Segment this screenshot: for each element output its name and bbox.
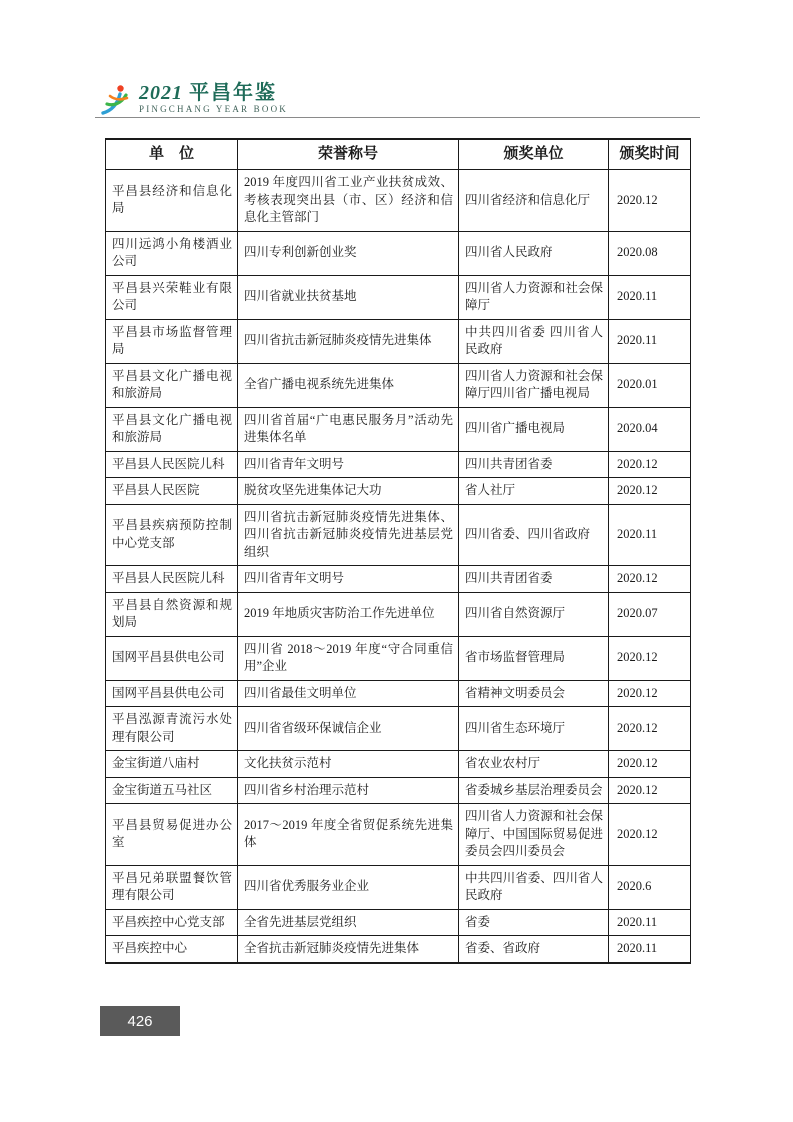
cell-unit: 金宝街道五马社区 <box>106 777 238 804</box>
cell-honor-title: 全省先进基层党组织 <box>238 909 459 936</box>
cell-award-date: 2020.6 <box>609 865 691 909</box>
cell-unit: 平昌县人民医院儿科 <box>106 566 238 593</box>
cell-awarding-unit: 四川省人力资源和社会保障厅四川省广播电视局 <box>459 363 609 407</box>
cell-award-date: 2020.01 <box>609 363 691 407</box>
cell-awarding-unit: 四川共青团省委 <box>459 451 609 478</box>
header-cell: 单 位 <box>106 139 238 170</box>
cell-award-date: 2020.11 <box>609 936 691 963</box>
cell-award-date: 2020.12 <box>609 636 691 680</box>
page-number-badge <box>100 1006 180 1036</box>
cell-award-date: 2020.11 <box>609 275 691 319</box>
cell-unit: 平昌县疾病预防控制中心党支部 <box>106 504 238 566</box>
cell-awarding-unit: 省精神文明委员会 <box>459 680 609 707</box>
cell-honor-title: 四川省优秀服务业企业 <box>238 865 459 909</box>
cell-award-date: 2020.12 <box>609 478 691 505</box>
cell-award-date: 2020.12 <box>609 751 691 778</box>
table-row <box>106 592 691 636</box>
cell-awarding-unit: 中共四川省委 四川省人民政府 <box>459 319 609 363</box>
cell-awarding-unit: 四川省广播电视局 <box>459 407 609 451</box>
cell-honor-title: 2019 年地质灾害防治工作先进单位 <box>238 592 459 636</box>
table-row <box>106 680 691 707</box>
cell-awarding-unit: 四川省生态环境厅 <box>459 707 609 751</box>
table-body <box>106 170 691 963</box>
cell-honor-title: 四川省青年文明号 <box>238 451 459 478</box>
cell-honor-title: 脱贫攻坚先进集体记大功 <box>238 478 459 505</box>
brand-subtitle: PINGCHANG YEAR BOOK <box>139 104 288 114</box>
cell-unit: 平昌县文化广播电视和旅游局 <box>106 363 238 407</box>
cell-awarding-unit: 四川省人力资源和社会保障厅 <box>459 275 609 319</box>
cell-award-date: 2020.12 <box>609 804 691 866</box>
cell-award-date: 2020.08 <box>609 231 691 275</box>
cell-unit: 平昌县人民医院儿科 <box>106 451 238 478</box>
cell-award-date: 2020.11 <box>609 504 691 566</box>
cell-unit: 平昌县人民医院 <box>106 478 238 505</box>
cell-award-date: 2020.12 <box>609 777 691 804</box>
table-header-row <box>106 139 691 170</box>
cell-unit: 国网平昌县供电公司 <box>106 680 238 707</box>
cell-awarding-unit: 省人社厅 <box>459 478 609 505</box>
cell-honor-title: 四川省就业扶贫基地 <box>238 275 459 319</box>
table-row <box>106 751 691 778</box>
cell-honor-title: 四川省抗击新冠肺炎疫情先进集体、四川省抗击新冠肺炎疫情先进基层党组织 <box>238 504 459 566</box>
table-row <box>106 909 691 936</box>
cell-awarding-unit: 四川共青团省委 <box>459 566 609 593</box>
cell-honor-title: 四川专利创新创业奖 <box>238 231 459 275</box>
table-row <box>106 865 691 909</box>
yearbook-logo-icon <box>97 82 133 118</box>
cell-award-date: 2020.07 <box>609 592 691 636</box>
table-row <box>106 777 691 804</box>
cell-unit: 国网平昌县供电公司 <box>106 636 238 680</box>
cell-awarding-unit: 省委城乡基层治理委员会 <box>459 777 609 804</box>
cell-unit: 平昌县兴荣鞋业有限公司 <box>106 275 238 319</box>
cell-award-date: 2020.04 <box>609 407 691 451</box>
table-row <box>106 231 691 275</box>
cell-honor-title: 四川省青年文明号 <box>238 566 459 593</box>
cell-awarding-unit: 四川省人力资源和社会保障厅、中国国际贸易促进委员会四川委员会 <box>459 804 609 866</box>
cell-unit: 平昌县经济和信息化局 <box>106 170 238 232</box>
brand-title <box>139 82 288 104</box>
cell-award-date: 2020.12 <box>609 451 691 478</box>
cell-honor-title: 四川省首届“广电惠民服务月”活动先进集体名单 <box>238 407 459 451</box>
cell-unit: 平昌县自然资源和规划局 <box>106 592 238 636</box>
cell-award-date: 2020.12 <box>609 707 691 751</box>
cell-unit: 平昌疾控中心 <box>106 936 238 963</box>
cell-honor-title: 四川省 2018～2019 年度“守合同重信用”企业 <box>238 636 459 680</box>
cell-honor-title: 四川省省级环保诚信企业 <box>238 707 459 751</box>
header-cell: 颁奖单位 <box>459 139 609 170</box>
cell-awarding-unit: 四川省自然资源厅 <box>459 592 609 636</box>
cell-unit: 四川远鸿小角楼酒业公司 <box>106 231 238 275</box>
table-row <box>106 504 691 566</box>
table-row <box>106 707 691 751</box>
cell-awarding-unit: 省农业农村厅 <box>459 751 609 778</box>
header-cell: 荣誉称号 <box>238 139 459 170</box>
cell-awarding-unit: 四川省经济和信息化厅 <box>459 170 609 232</box>
cell-honor-title: 文化扶贫示范村 <box>238 751 459 778</box>
cell-award-date: 2020.12 <box>609 680 691 707</box>
cell-award-date: 2020.11 <box>609 909 691 936</box>
cell-awarding-unit: 省市场监督管理局 <box>459 636 609 680</box>
header-cell: 颁奖时间 <box>609 139 691 170</box>
cell-honor-title: 2017～2019 年度全省贸促系统先进集体 <box>238 804 459 866</box>
table-row <box>106 170 691 232</box>
cell-honor-title: 四川省抗击新冠肺炎疫情先进集体 <box>238 319 459 363</box>
table-row <box>106 451 691 478</box>
cell-unit: 平昌疾控中心党支部 <box>106 909 238 936</box>
table-row <box>106 275 691 319</box>
cell-honor-title: 全省抗击新冠肺炎疫情先进集体 <box>238 936 459 963</box>
table-row <box>106 566 691 593</box>
cell-awarding-unit: 四川省人民政府 <box>459 231 609 275</box>
cell-unit: 平昌县市场监督管理局 <box>106 319 238 363</box>
cell-honor-title: 2019 年度四川省工业产业扶贫成效、考核表现突出县（市、区）经济和信息化主管部门 <box>238 170 459 232</box>
table-row <box>106 936 691 963</box>
cell-awarding-unit: 省委 <box>459 909 609 936</box>
cell-awarding-unit: 省委、省政府 <box>459 936 609 963</box>
cell-awarding-unit: 中共四川省委、四川省人民政府 <box>459 865 609 909</box>
cell-honor-title: 四川省最佳文明单位 <box>238 680 459 707</box>
table-row <box>106 636 691 680</box>
cell-honor-title: 四川省乡村治理示范村 <box>238 777 459 804</box>
cell-award-date: 2020.11 <box>609 319 691 363</box>
cell-award-date: 2020.12 <box>609 566 691 593</box>
cell-award-date: 2020.12 <box>609 170 691 232</box>
cell-unit: 平昌兄弟联盟餐饮管理有限公司 <box>106 865 238 909</box>
table-row <box>106 804 691 866</box>
table-row <box>106 319 691 363</box>
cell-honor-title: 全省广播电视系统先进集体 <box>238 363 459 407</box>
cell-unit: 平昌县文化广播电视和旅游局 <box>106 407 238 451</box>
table-row <box>106 407 691 451</box>
page-number: 426 <box>127 1012 153 1030</box>
cell-unit: 平昌县贸易促进办公室 <box>106 804 238 866</box>
brand-text <box>139 82 288 115</box>
cell-unit: 平昌泓源青流污水处理有限公司 <box>106 707 238 751</box>
brand-title-cn: 平昌年鉴 <box>189 82 277 104</box>
yearbook-header <box>97 82 288 118</box>
table-row <box>106 478 691 505</box>
brand-year: 2021 <box>139 82 183 104</box>
cell-awarding-unit: 四川省委、四川省政府 <box>459 504 609 566</box>
honors-table <box>105 138 691 964</box>
header-divider <box>95 117 700 118</box>
table-row <box>106 363 691 407</box>
cell-unit: 金宝街道八庙村 <box>106 751 238 778</box>
